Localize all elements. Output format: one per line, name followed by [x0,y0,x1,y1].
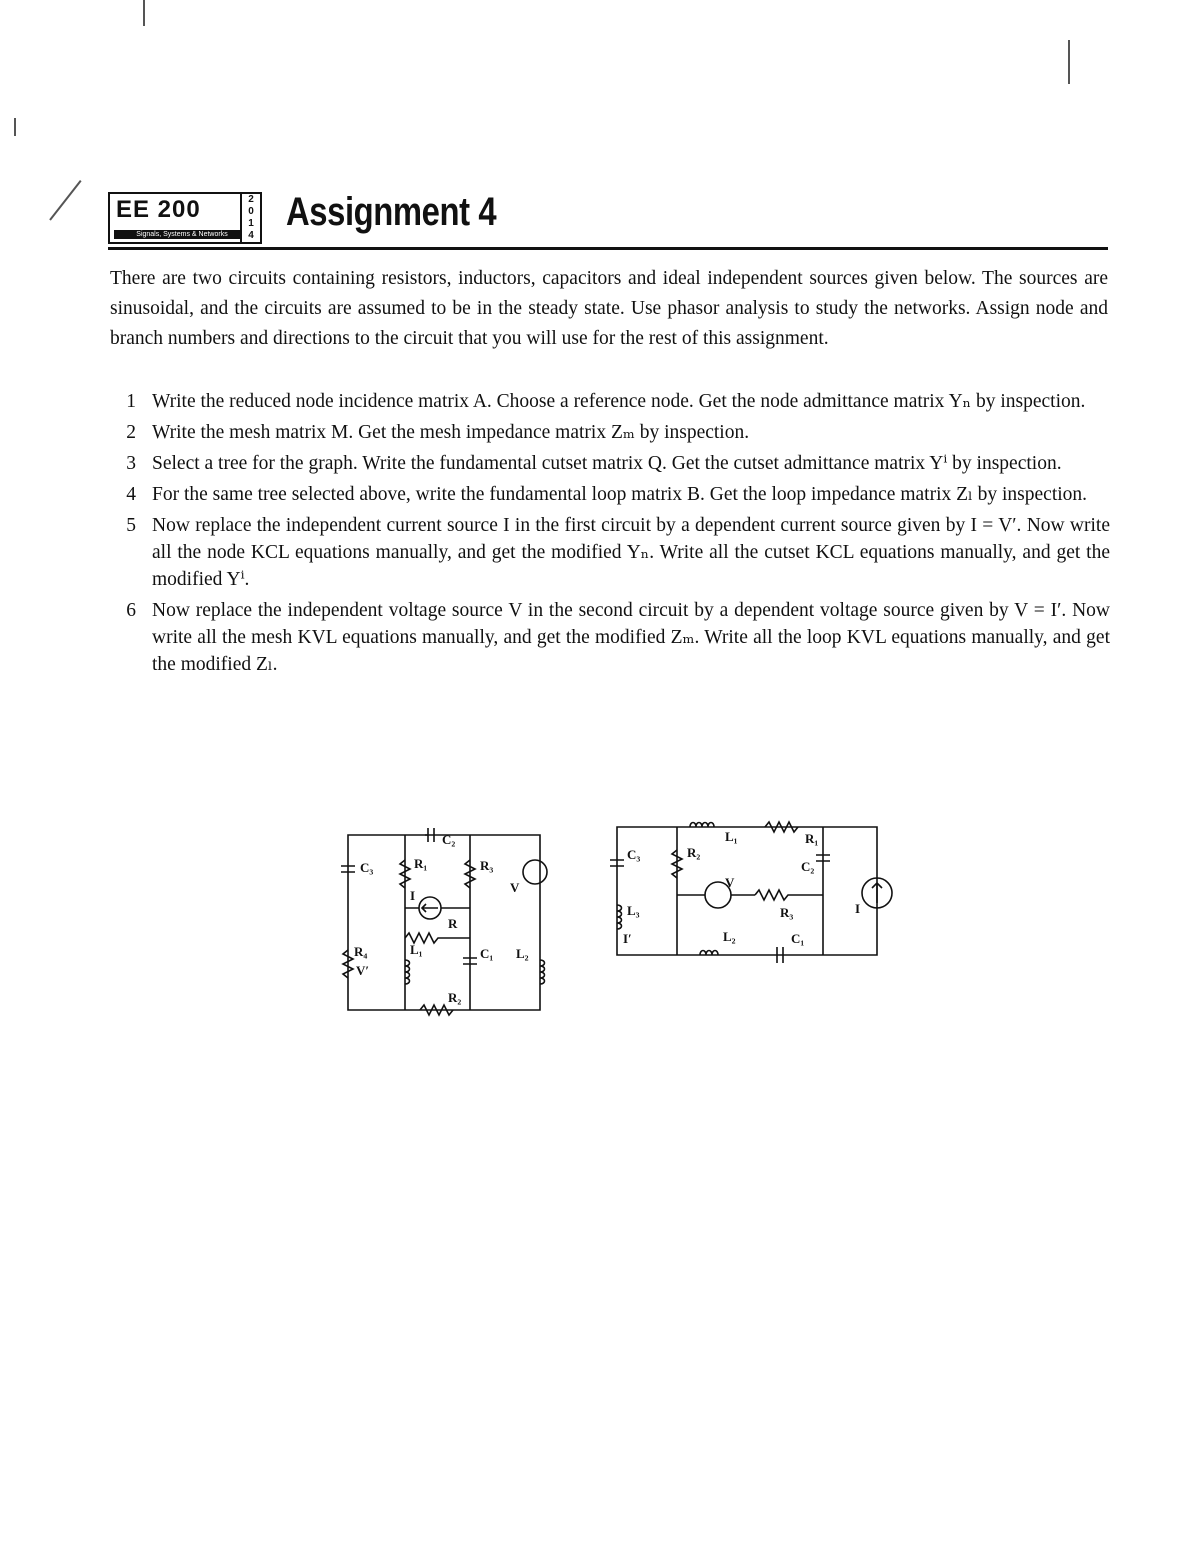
label-l1: L₁ [410,942,423,957]
label-r3: R₃ [780,905,794,920]
scan-mark [143,0,145,26]
label-r4: R₄ [354,944,368,959]
current-source-arrow [872,883,882,903]
question-text: Write the reduced node incidence matrix A. Choose a reference node. Get the node admittance matrix Yₙ by inspection. [152,391,1086,412]
course-logo [108,192,258,244]
current-source-arrow [422,904,438,912]
scan-mark [1068,40,1070,84]
label-v: V [725,875,735,890]
logo-text: EE 200 [116,196,201,223]
question-item [110,512,1110,593]
label-r2: R₂ [687,845,701,860]
year-digit: 4 [248,230,254,241]
question-item [110,450,1110,477]
question-number: 1 [126,391,136,412]
question-number: 5 [126,515,136,536]
circuit-diagram-1 [330,820,560,1020]
label-c1: C₁ [480,946,494,961]
label-r1: R₁ [805,831,819,846]
page-title: Assignment 4 [286,190,497,234]
circuit-diagram-2 [605,815,905,975]
label-r: R [448,916,458,931]
question-text: Now replace the independent current source I in the first circuit by a dependent current source given by I = V′. Now write all the node KCL equations manually, and get the modified Yₙ. Write all the cutset KCL equations manually, and get the modified Yⁱ. [152,515,1110,590]
question-item [110,481,1110,508]
question-text: Write the mesh matrix M. Get the mesh impedance matrix Zₘ by inspection. [152,422,750,443]
question-item [110,597,1110,678]
label-c3: C₃ [360,860,374,875]
label-c3: C₃ [627,847,641,862]
label-r2: R₂ [448,990,462,1005]
label-l1: L₁ [725,829,738,844]
label-iprime: I′ [623,931,632,946]
year-box [240,192,262,244]
intro-paragraph: There are two circuits containing resistors, inductors, capacitors and ideal independent sources given below. The sources are sinusoidal, and the circuits are assumed to be in the steady state. Use phasor analysis to study the networks. Assign node and branch numbers and directions to the circuit that you will use for the rest of this assignment. [110,268,1108,349]
label-r1: R₁ [414,856,428,871]
assignment-header [108,190,1108,250]
circuit1-wires [348,835,540,1010]
question-text: Select a tree for the graph. Write the fundamental cutset matrix Q. Get the cutset admittance matrix Yⁱ by inspection. [152,453,1062,474]
label-c1: C₁ [791,931,805,946]
label-vprime: V′ [356,963,370,978]
year-digit: 1 [248,218,254,229]
label-v: V [510,880,520,895]
label-i: I [410,888,416,903]
label-l3: L₃ [627,903,640,918]
label-c2: C₂ [801,859,815,874]
question-item [110,388,1110,415]
question-number: 6 [126,600,136,621]
year-digit: 2 [248,194,254,205]
question-number: 4 [126,484,136,505]
resistor-r3 [755,890,823,900]
label-c2: C₂ [442,832,456,847]
question-list [110,388,1110,682]
label-l2: L₂ [723,929,736,944]
logo-subtitle: Signals, Systems & Networks [114,230,250,239]
label-i: I [855,901,861,916]
scan-mark [49,180,81,221]
label-l2: L₂ [516,946,529,961]
question-number: 3 [126,453,136,474]
year-digit: 0 [248,206,254,217]
header-rule [108,247,1108,250]
question-number: 2 [126,422,136,443]
question-text: For the same tree selected above, write the fundamental loop matrix B. Get the loop impedance matrix Zₗ by inspection. [152,484,1088,505]
circuit2-wires [617,827,877,955]
voltage-source-v [523,860,547,884]
question-text: Now replace the independent voltage source V in the second circuit by a dependent voltage source given by V = I′. Now write all the mesh KVL equations manually, and get the modified Zₘ. Write all the loop KVL equations manually, and get the modified Zₗ. [152,600,1110,675]
question-item [110,419,1110,446]
scan-mark [14,118,16,136]
label-r3: R₃ [480,858,494,873]
